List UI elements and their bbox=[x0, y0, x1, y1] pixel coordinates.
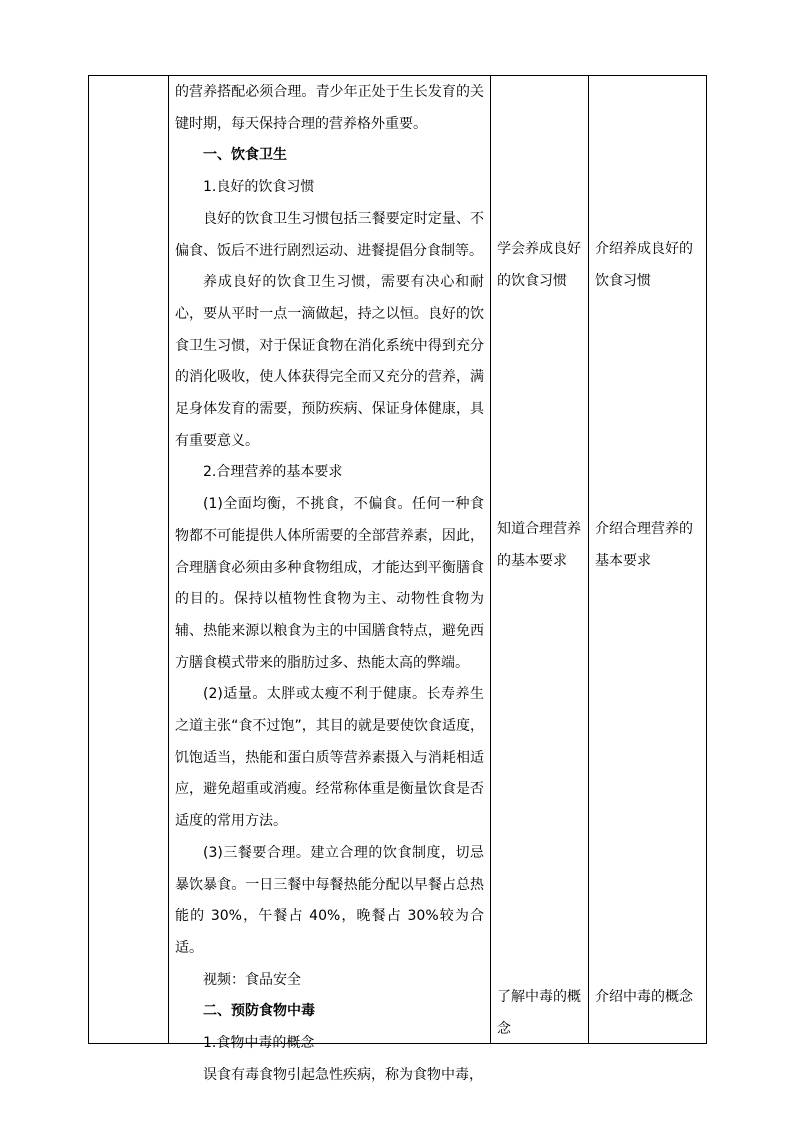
lesson-table bbox=[88, 75, 707, 1083]
subsection-heading: 2.合理营养的基本要求 bbox=[203, 464, 343, 481]
teacher-activity: 介绍养成良好的饮食习惯 bbox=[595, 241, 693, 289]
paragraph: 的营养搭配必须合理。青少年正处于生长发育的关键时期，每天保持合理的营养格外重要。 bbox=[175, 84, 484, 132]
section-heading: 二、预防食物中毒 bbox=[203, 1003, 315, 1020]
paragraph: (1)全面均衡，不挑食，不偏食。任何一种食物都不可能提供人体所需要的全部营养素，因此，合理膳食必须由多种食物组成，才能达到平衡膳食的目的。保持以植物性食物为主、动物性食物为辅、热能来源以粮食为主的中国膳食特点，避免西方膳食模式带来的脂肪过多、热能太高的弊端。 bbox=[175, 496, 484, 671]
teacher-activity: 介绍合理营养的基本要求 bbox=[595, 521, 693, 569]
subsection-heading: 1.食物中毒的概念 bbox=[203, 1035, 315, 1052]
student-activity: 了解中毒的概念 bbox=[497, 989, 581, 1037]
video-note: 视频：食品安全 bbox=[203, 971, 301, 988]
lesson-content-column bbox=[169, 76, 490, 1083]
paragraph: 误食有毒食物引起急性疾病，称为食物中毒， bbox=[203, 1066, 483, 1083]
student-activity-column bbox=[491, 76, 589, 1043]
student-activity: 学会养成良好的饮食习惯 bbox=[497, 241, 581, 289]
section-heading: 一、饮食卫生 bbox=[203, 147, 287, 164]
subsection-heading: 1.良好的饮食习惯 bbox=[203, 179, 315, 196]
teacher-activity: 介绍中毒的概念 bbox=[595, 989, 693, 1005]
paragraph: 良好的饮食卫生习惯包括三餐要定时定量、不偏食、饭后不进行剧烈运动、进餐提倡分食制等。 bbox=[175, 210, 484, 259]
teacher-activity-column bbox=[589, 76, 706, 1043]
paragraph: (2)适量。太胖或太瘦不利于健康。长寿养生之道主张“食不过饱”，其目的就是要使饮食适度，饥饱适当，热能和蛋白质等营养素摄入与消耗相适应，避免超重或消瘦。经常称体重是衡量饮食是否适度的常用方法。 bbox=[175, 686, 484, 830]
paragraph: (3)三餐要合理。建立合理的饮食制度，切忌暴饮暴食。一日三餐中每餐热能分配以早餐占总热能的 30%，午餐占 40%，晚餐占 30%较为合适。 bbox=[175, 844, 484, 956]
student-activity: 知道合理营养的基本要求 bbox=[497, 521, 581, 569]
paragraph: 养成良好的饮食卫生习惯，需要有决心和耐心，要从平时一点一滴做起，持之以恒。良好的饮食卫生习惯，对于保证食物在消化系统中得到充分的消化吸收，使人体获得完全而又充分的营养，满足身体发育的需要，预防疾病、保证身体健康，具有重要意义。 bbox=[175, 274, 484, 449]
